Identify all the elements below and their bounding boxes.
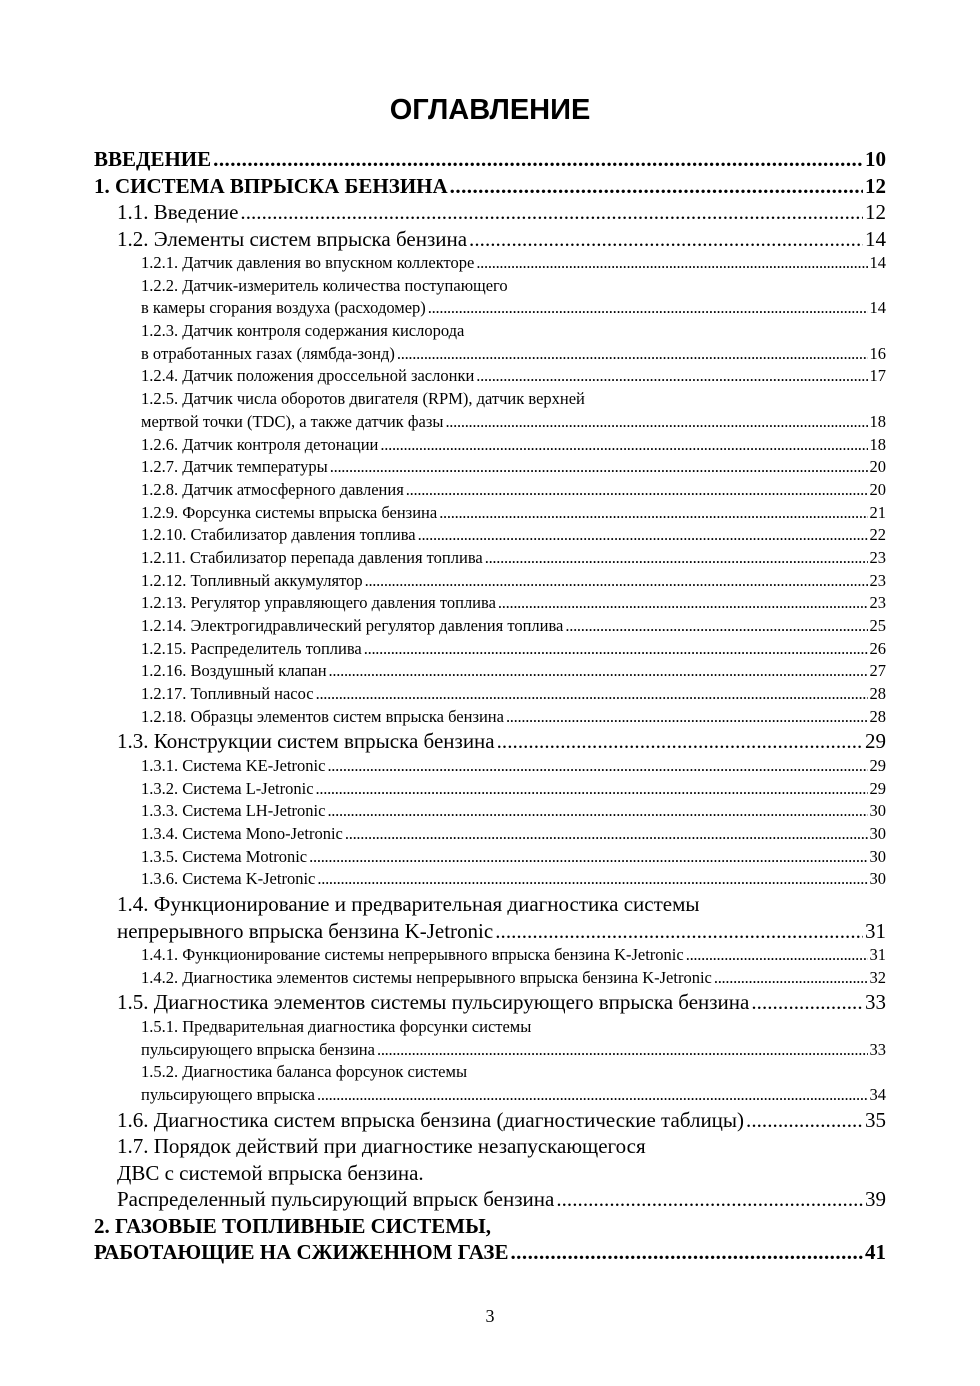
toc-entry-label: в камеры сгорания воздуха (расходомер): [141, 298, 426, 318]
toc-entry-label: 1.2.14. Электрогидравлический регулятор давления топлива: [141, 616, 564, 635]
leader-dots: [428, 297, 868, 320]
toc-entry-page: 23: [869, 547, 886, 567]
toc-entry[interactable]: [94, 434, 886, 457]
toc-entry-label: 1.2.4. Датчик положения дроссельной заслонки: [141, 366, 475, 386]
toc-entry-label: 1.4.2. Диагностика элементов системы непрерывного впрыска бензина K-Jetronic: [141, 967, 712, 987]
toc-entry-label: 1.2.12. Топливный аккумулятор: [141, 570, 363, 590]
toc-entry-page: 41: [865, 1240, 886, 1265]
toc-entry-page: 14: [865, 226, 886, 251]
toc-entry[interactable]: [94, 778, 886, 801]
toc-entry-label: 1.2. Элементы систем впрыска бензина: [117, 226, 468, 251]
toc-entry-label: 1.5. Диагностика элементов системы пульсирующего впрыска бензина: [117, 990, 750, 1015]
toc-entry-label: 1.6. Диагностика систем впрыска бензина (диагностические таблицы): [117, 1107, 745, 1132]
leader-dots: [418, 524, 868, 547]
toc-entry[interactable]: [94, 1107, 886, 1134]
toc-entry-label: Распределенный пульсирующий впрыск бензина: [117, 1187, 555, 1212]
leader-dots: [476, 252, 867, 275]
toc-entry-page: 22: [869, 525, 886, 545]
toc-entry[interactable]: [94, 683, 886, 706]
toc-entry-label: 1.2.11. Стабилизатор перепада давления топлива: [141, 547, 483, 567]
toc-entry-label: 1.2.16. Воздушный клапан: [141, 661, 327, 681]
toc-entry-label: пульсирующего впрыска: [141, 1085, 316, 1104]
toc-entry-page: 34: [869, 1085, 886, 1104]
toc-entry[interactable]: [94, 660, 886, 683]
toc-entry-label: 1.3.3. Система LH-Jetronic: [141, 801, 326, 821]
leader-dots: [309, 846, 867, 869]
toc-entry-page: 16: [869, 343, 886, 363]
toc-entry-label: 1.1. Введение: [117, 200, 239, 224]
leader-dots: [377, 1039, 868, 1062]
toc-entry-label: 1.2.1. Датчик давления во впускном коллекторе: [141, 253, 475, 272]
toc-entry-first-line[interactable]: 1.2.2. Датчик-измеритель количества поступающего: [141, 275, 508, 295]
toc-entry-label: непрерывного впрыска бензина K-Jetronic: [117, 918, 494, 943]
toc-entry-label: мертвой точки (TDC), а также датчик фазы: [141, 411, 444, 431]
toc-entry[interactable]: [94, 365, 886, 388]
page-number: 3: [485, 1306, 495, 1326]
toc-entry-label: 1.3.6. Система K-Jetronic: [141, 869, 316, 889]
leader-dots: [327, 755, 867, 778]
toc-entry[interactable]: [94, 800, 886, 823]
toc-entry-page: 39: [865, 1187, 886, 1212]
toc-entry-page: 29: [865, 729, 886, 754]
toc-entry[interactable]: [94, 1039, 886, 1062]
toc-entry-page: 17: [869, 366, 886, 386]
toc-entry[interactable]: [94, 199, 886, 226]
toc-entry-label: 1.3.4. Система Mono-Jetronic: [141, 824, 343, 843]
toc-entry-first-line[interactable]: 1.4. Функционирование и предварительная диагностика системы: [117, 892, 700, 917]
toc-entry-label: 1.2.15. Распределитель топлива: [141, 638, 362, 658]
toc-entry-page: 21: [869, 502, 886, 522]
toc-entry-page: 20: [869, 479, 886, 499]
toc-entry-first-line[interactable]: 1.5.2. Диагностика баланса форсунок системы: [141, 1062, 468, 1082]
toc-entry-page: 18: [869, 434, 886, 454]
toc-entry-page: 30: [869, 801, 886, 821]
toc-entry[interactable]: [94, 1186, 886, 1213]
leader-dots: [485, 547, 868, 570]
toc-entry-label: пульсирующего впрыска бензина: [141, 1039, 375, 1059]
toc-entry[interactable]: [94, 297, 886, 320]
toc-entry-label: 1.2.7. Датчик температуры: [141, 457, 328, 477]
leader-dots: [714, 967, 868, 990]
leader-dots: [495, 918, 863, 945]
toc-entry-page: 20: [869, 457, 886, 477]
toc-entry[interactable]: [94, 638, 886, 661]
toc-entry-label: ВВЕДЕНИЕ: [94, 147, 212, 171]
toc-entry-page: 32: [869, 967, 886, 987]
toc-entry-label: 1.2.17. Топливный насос: [141, 684, 314, 704]
leader-dots: [327, 800, 867, 823]
toc-entry[interactable]: [94, 823, 886, 846]
toc-entry[interactable]: [94, 343, 886, 366]
leader-dots: [510, 1239, 863, 1266]
toc-entry[interactable]: [94, 252, 886, 275]
toc-entry-page: 28: [869, 706, 886, 726]
toc-entry-label: 1.2.8. Датчик атмосферного давления: [141, 479, 404, 499]
toc-entry[interactable]: [94, 1084, 886, 1107]
table-of-contents: [94, 146, 886, 1266]
toc-entry[interactable]: [94, 146, 886, 173]
toc-entry-page: 14: [869, 253, 886, 272]
leader-dots: [498, 592, 868, 615]
toc-entry-label: 1.2.10. Стабилизатор давления топлива: [141, 525, 416, 545]
toc-entry-label: 1.2.13. Регулятор управляющего давления топлива: [141, 593, 496, 613]
toc-entry[interactable]: [94, 755, 886, 778]
toc-entry-label: 1.2.18. Образцы элементов систем впрыска бензина: [141, 706, 504, 726]
leader-dots: [469, 226, 863, 253]
toc-entry[interactable]: [94, 989, 886, 1016]
toc-entry-first-line[interactable]: 1.2.5. Датчик числа оборотов двигателя (RPM), датчик верхней: [141, 389, 585, 409]
toc-entry-page: 12: [865, 200, 886, 224]
toc-entry-page: 12: [865, 173, 886, 198]
page-title: ОГЛАВЛЕНИЕ: [389, 94, 591, 126]
toc-entry-label: 1.4.1. Функционирование системы непрерывного впрыска бензина K-Jetronic: [141, 945, 684, 965]
toc-entry-page: 27: [869, 661, 886, 681]
toc-entry-first-line[interactable]: 1.2.3. Датчик контроля содержания кислорода: [141, 321, 465, 341]
leader-dots: [240, 199, 863, 226]
leader-dots: [329, 660, 868, 683]
toc-entry[interactable]: [94, 868, 886, 891]
toc-entry-page: 30: [869, 869, 886, 889]
leader-dots: [316, 683, 868, 706]
leader-dots: [506, 706, 868, 729]
toc-entry-page: 29: [869, 778, 886, 798]
toc-entry-label: 1.2.6. Датчик контроля детонации: [141, 434, 379, 454]
leader-dots: [751, 989, 863, 1016]
toc-entry-page: 33: [865, 990, 886, 1015]
leader-dots: [497, 728, 863, 755]
leader-dots: [330, 456, 868, 479]
toc-entry-page: 25: [869, 616, 886, 635]
toc-entry-page: 26: [869, 638, 886, 658]
leader-dots: [317, 868, 867, 891]
leader-dots: [380, 434, 867, 457]
toc-entry-second-line[interactable]: ДВС с системой впрыска бензина.: [117, 1160, 424, 1185]
leader-dots: [345, 823, 868, 846]
toc-entry[interactable]: [94, 846, 886, 869]
toc-entry[interactable]: [94, 456, 886, 479]
toc-entry-page: 18: [869, 411, 886, 431]
toc-entry[interactable]: [94, 570, 886, 593]
toc-entry-page: 10: [865, 147, 886, 171]
toc-entry[interactable]: [94, 967, 886, 990]
leader-dots: [213, 146, 863, 173]
toc-entry-page: 31: [865, 918, 886, 943]
leader-dots: [556, 1186, 863, 1213]
toc-entry[interactable]: [94, 479, 886, 502]
leader-dots: [445, 411, 867, 434]
leader-dots: [406, 479, 868, 502]
toc-entry[interactable]: [94, 411, 886, 434]
leader-dots: [476, 365, 867, 388]
toc-entry-label: 1. СИСТЕМА ВПРЫСКА БЕНЗИНА: [94, 173, 448, 198]
leader-dots: [317, 1084, 867, 1107]
leader-dots: [365, 570, 868, 593]
toc-entry-label: 1.3. Конструкции систем впрыска бензина: [117, 729, 495, 754]
toc-entry[interactable]: [94, 615, 886, 638]
toc-entry[interactable]: [94, 706, 886, 729]
toc-entry-label: в отработанных газах (лямбда-зонд): [141, 343, 395, 363]
leader-dots: [686, 944, 868, 967]
toc-entry-label: РАБОТАЮЩИЕ НА СЖИЖЕННОМ ГАЗЕ: [94, 1240, 509, 1265]
leader-dots: [450, 173, 863, 200]
leader-dots: [316, 778, 868, 801]
toc-entry-label: 1.3.1. Система KE-Jetronic: [141, 755, 326, 775]
toc-entry-page: 23: [869, 593, 886, 613]
toc-entry-page: 23: [869, 570, 886, 590]
toc-entry[interactable]: [94, 918, 886, 945]
toc-entry[interactable]: [94, 524, 886, 547]
toc-entry-label: 1.3.5. Система Motronic: [141, 846, 308, 866]
toc-entry[interactable]: [94, 173, 886, 200]
toc-entry-page: 33: [869, 1039, 886, 1059]
toc-entry-first-line[interactable]: 1.5.1. Предварительная диагностика форсунки системы: [141, 1016, 532, 1036]
toc-entry[interactable]: [94, 502, 886, 525]
toc-entry[interactable]: [94, 1239, 886, 1266]
toc-entry[interactable]: [94, 592, 886, 615]
toc-entry-label: 1.3.2. Система L-Jetronic: [141, 778, 314, 798]
leader-dots: [364, 638, 868, 661]
toc-entry[interactable]: [94, 944, 886, 967]
toc-entry[interactable]: [94, 728, 886, 755]
toc-entry-page: 35: [865, 1107, 886, 1132]
toc-entry-page: 30: [869, 824, 886, 843]
leader-dots: [746, 1107, 863, 1134]
toc-entry-page: 31: [869, 945, 886, 965]
toc-entry-page: 14: [869, 298, 886, 318]
leader-dots: [397, 343, 868, 366]
toc-entry-page: 28: [869, 684, 886, 704]
toc-entry-first-line[interactable]: 2. ГАЗОВЫЕ ТОПЛИВНЫЕ СИСТЕМЫ,: [94, 1213, 491, 1238]
toc-entry-first-line[interactable]: 1.7. Порядок действий при диагностике незапускающегося: [117, 1134, 646, 1159]
toc-entry-page: 29: [869, 755, 886, 775]
toc-entry[interactable]: [94, 226, 886, 253]
toc-entry[interactable]: [94, 547, 886, 570]
leader-dots: [565, 615, 867, 638]
leader-dots: [439, 502, 867, 525]
toc-entry-label: 1.2.9. Форсунка системы впрыска бензина: [141, 502, 438, 522]
toc-entry-page: 30: [869, 846, 886, 866]
